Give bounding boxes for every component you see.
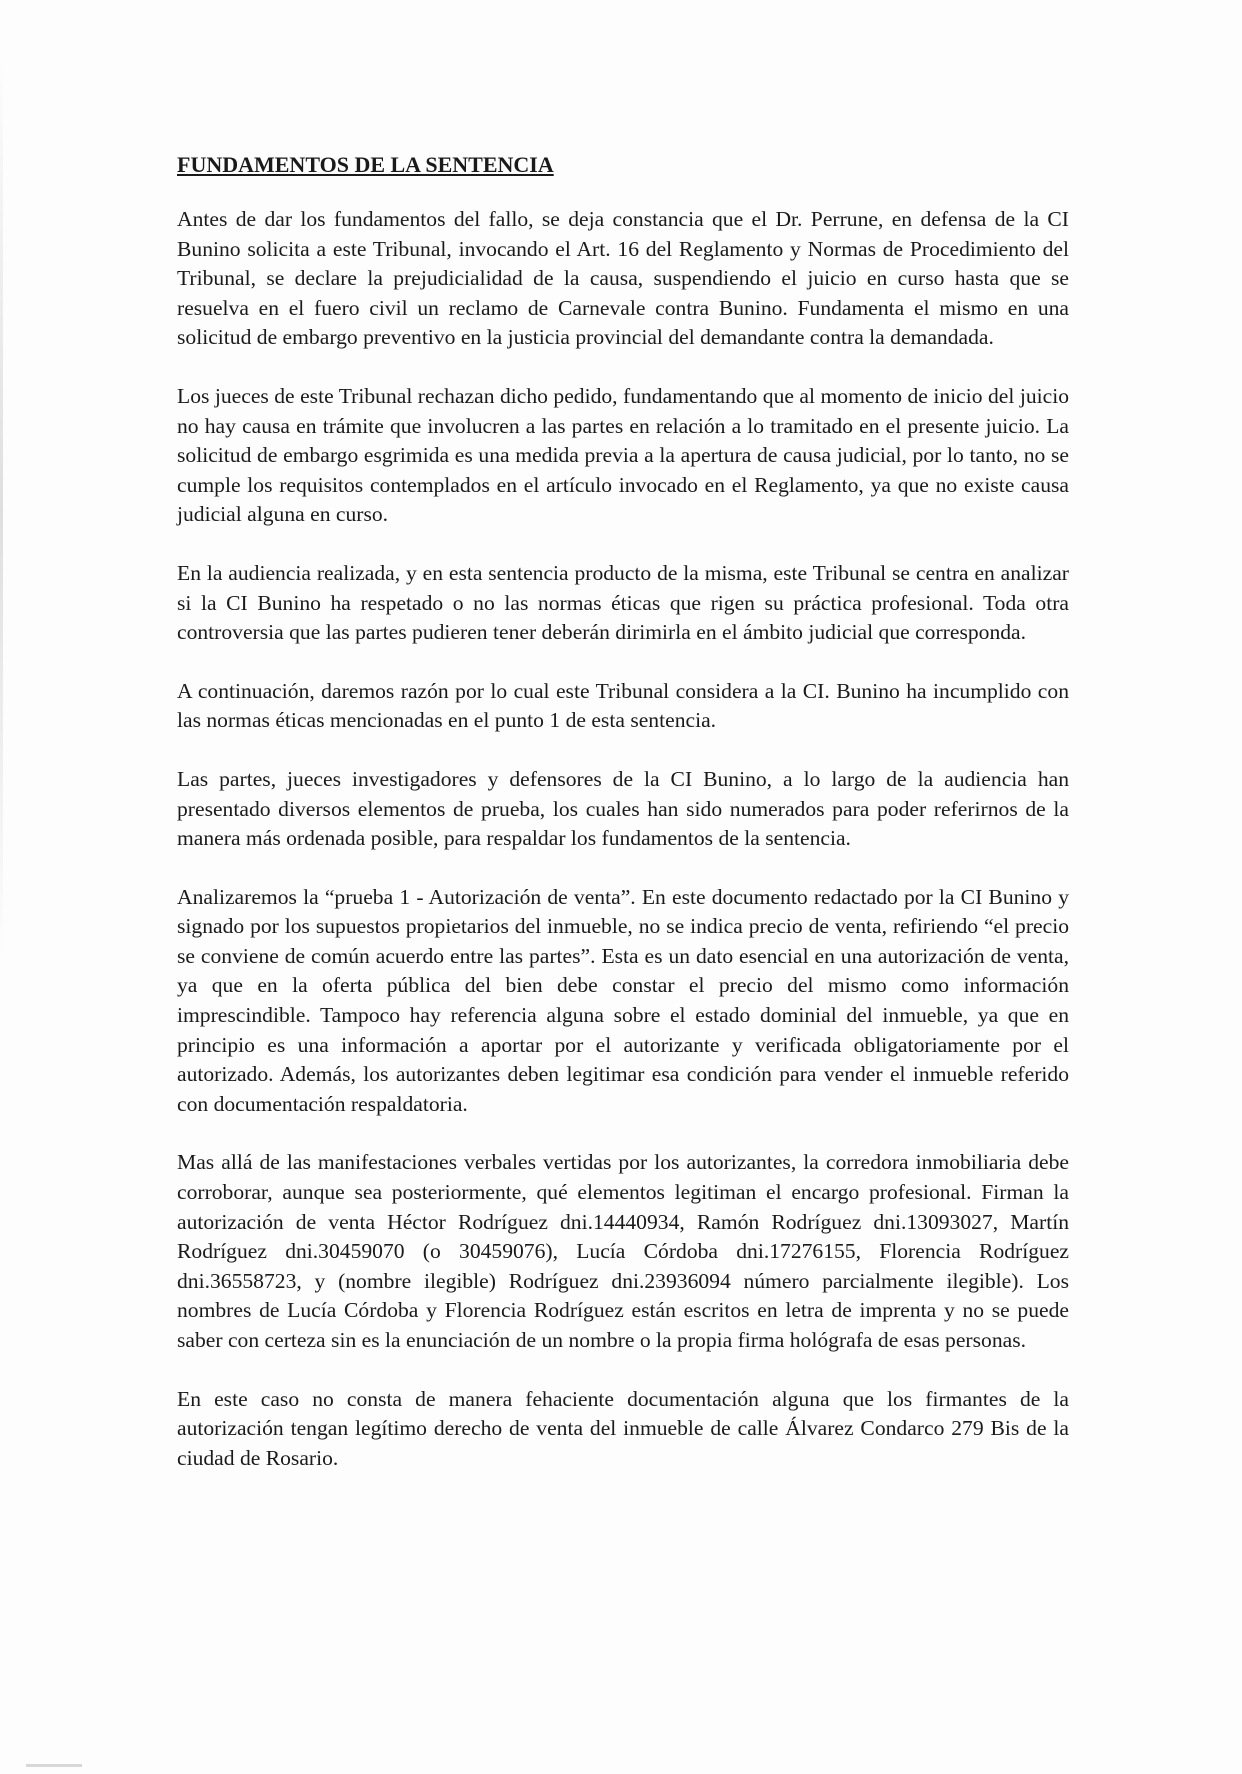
paragraph-rechazo: Los jueces de este Tribunal rechazan dicho pedido, fundamentando que al momento de inicio del juicio no hay causa en trámite que involucren a las partes en relación a lo tramitado en el presente juicio. La solicitud de embargo esgrimida es una medida previa a la apertura de causa judicial, por lo tanto, no se cumple los requisitos contemplados en el artículo invocado en el Reglamento, ya que no existe causa judicial alguna en curso.: [177, 383, 1069, 527]
paragraph-pruebas: Las partes, jueces investigadores y defensores de la CI Bunino, a lo largo de la audiencia han presentado diversos elementos de prueba, los cuales han sido numerados para poder referirnos de la manera más ordenada posible, para respaldar los fundamentos de la sentencia.: [177, 766, 1069, 851]
paragraph-prejudicialidad: Antes de dar los fundamentos del fallo, se deja constancia que el Dr. Perrune, en defensa de la CI Bunino solicita a este Tribunal, invocando el Art. 16 del Reglamento y Normas de Procedimiento del Tribunal, se declare la prejudicialidad de la causa, suspendiendo el juicio en curso hasta que se resuelva en el fuero civil un reclamo de Carnevale contra Bunino. Fundamenta el mismo en una solicitud de embargo preventivo en la justicia provincial del demandante contra la demandada.: [177, 207, 1069, 350]
document-body: [177, 150, 1069, 1502]
scan-footer-mark: [26, 1764, 82, 1767]
paragraph-firmantes: Mas allá de las manifestaciones verbales vertidas por los autorizantes, la corredora inmobiliaria debe corroborar, aunque sea posteriormente, qué elementos legitiman el encargo profesional. Firman la autorización de venta Héctor Rodríguez dni.14440934, Ramón Rodríguez dni.13093027, Martín Rodríguez dni.30459070 (o 30459076), Lucía Córdoba dni.17276155, Florencia Rodríguez dni.36558723, y (nombre ilegible) Rodríguez dni.23936094 número parcialmente ilegible). Los nombres de Lucía Córdoba y Florencia Rodríguez están escritos en letra de imprenta y no se puede saber con certeza sin es la enunciación de un nombre o la propia firma hológrafa de esas personas.: [177, 1150, 1069, 1352]
paragraph-prueba-1: Analizaremos la “prueba 1 - Autorización de venta”. En este documento redactado por la CI Bunino y signado por los supuestos propietarios del inmueble, no se indica precio de venta, refiriendo “el precio se conviene de común acuerdo entre las partes”. Esta es un dato esencial en una autorización de venta, ya que en la oferta pública del bien debe constar el precio del mismo como información imprescindible. Tampoco hay referencia alguna sobre el estado dominial del inmueble, ya que en principio es una información a aportar por el autorizante y verificada obligatoriamente por el autorizado. Además, los autorizantes deben legitimar esa condición para vender el inmueble referido con documentación respaldatoria.: [177, 884, 1069, 1116]
paragraph-continuacion: A continuación, daremos razón por lo cual este Tribunal considera a la CI. Bunino ha incumplido con las normas éticas mencionadas en el punto 1 de esta sentencia.: [177, 678, 1069, 733]
paragraph-conclusion: En este caso no consta de manera fehaciente documentación alguna que los firmantes de la autorización tengan legítimo derecho de venta del inmueble de calle Álvarez Condarco 279 Bis de la ciudad de Rosario.: [177, 1386, 1069, 1470]
scan-edge-shadow: [0, 60, 3, 960]
paragraph-audiencia: En la audiencia realizada, y en esta sentencia producto de la misma, este Tribunal se centra en analizar si la CI Bunino ha respetado o no las normas éticas que rigen su práctica profesional. Toda otra controversia que las partes pudieren tener deberán dirimirla en el ámbito judicial que corresponda.: [177, 560, 1069, 645]
document-title: FUNDAMENTOS DE LA SENTENCIA: [177, 152, 554, 177]
